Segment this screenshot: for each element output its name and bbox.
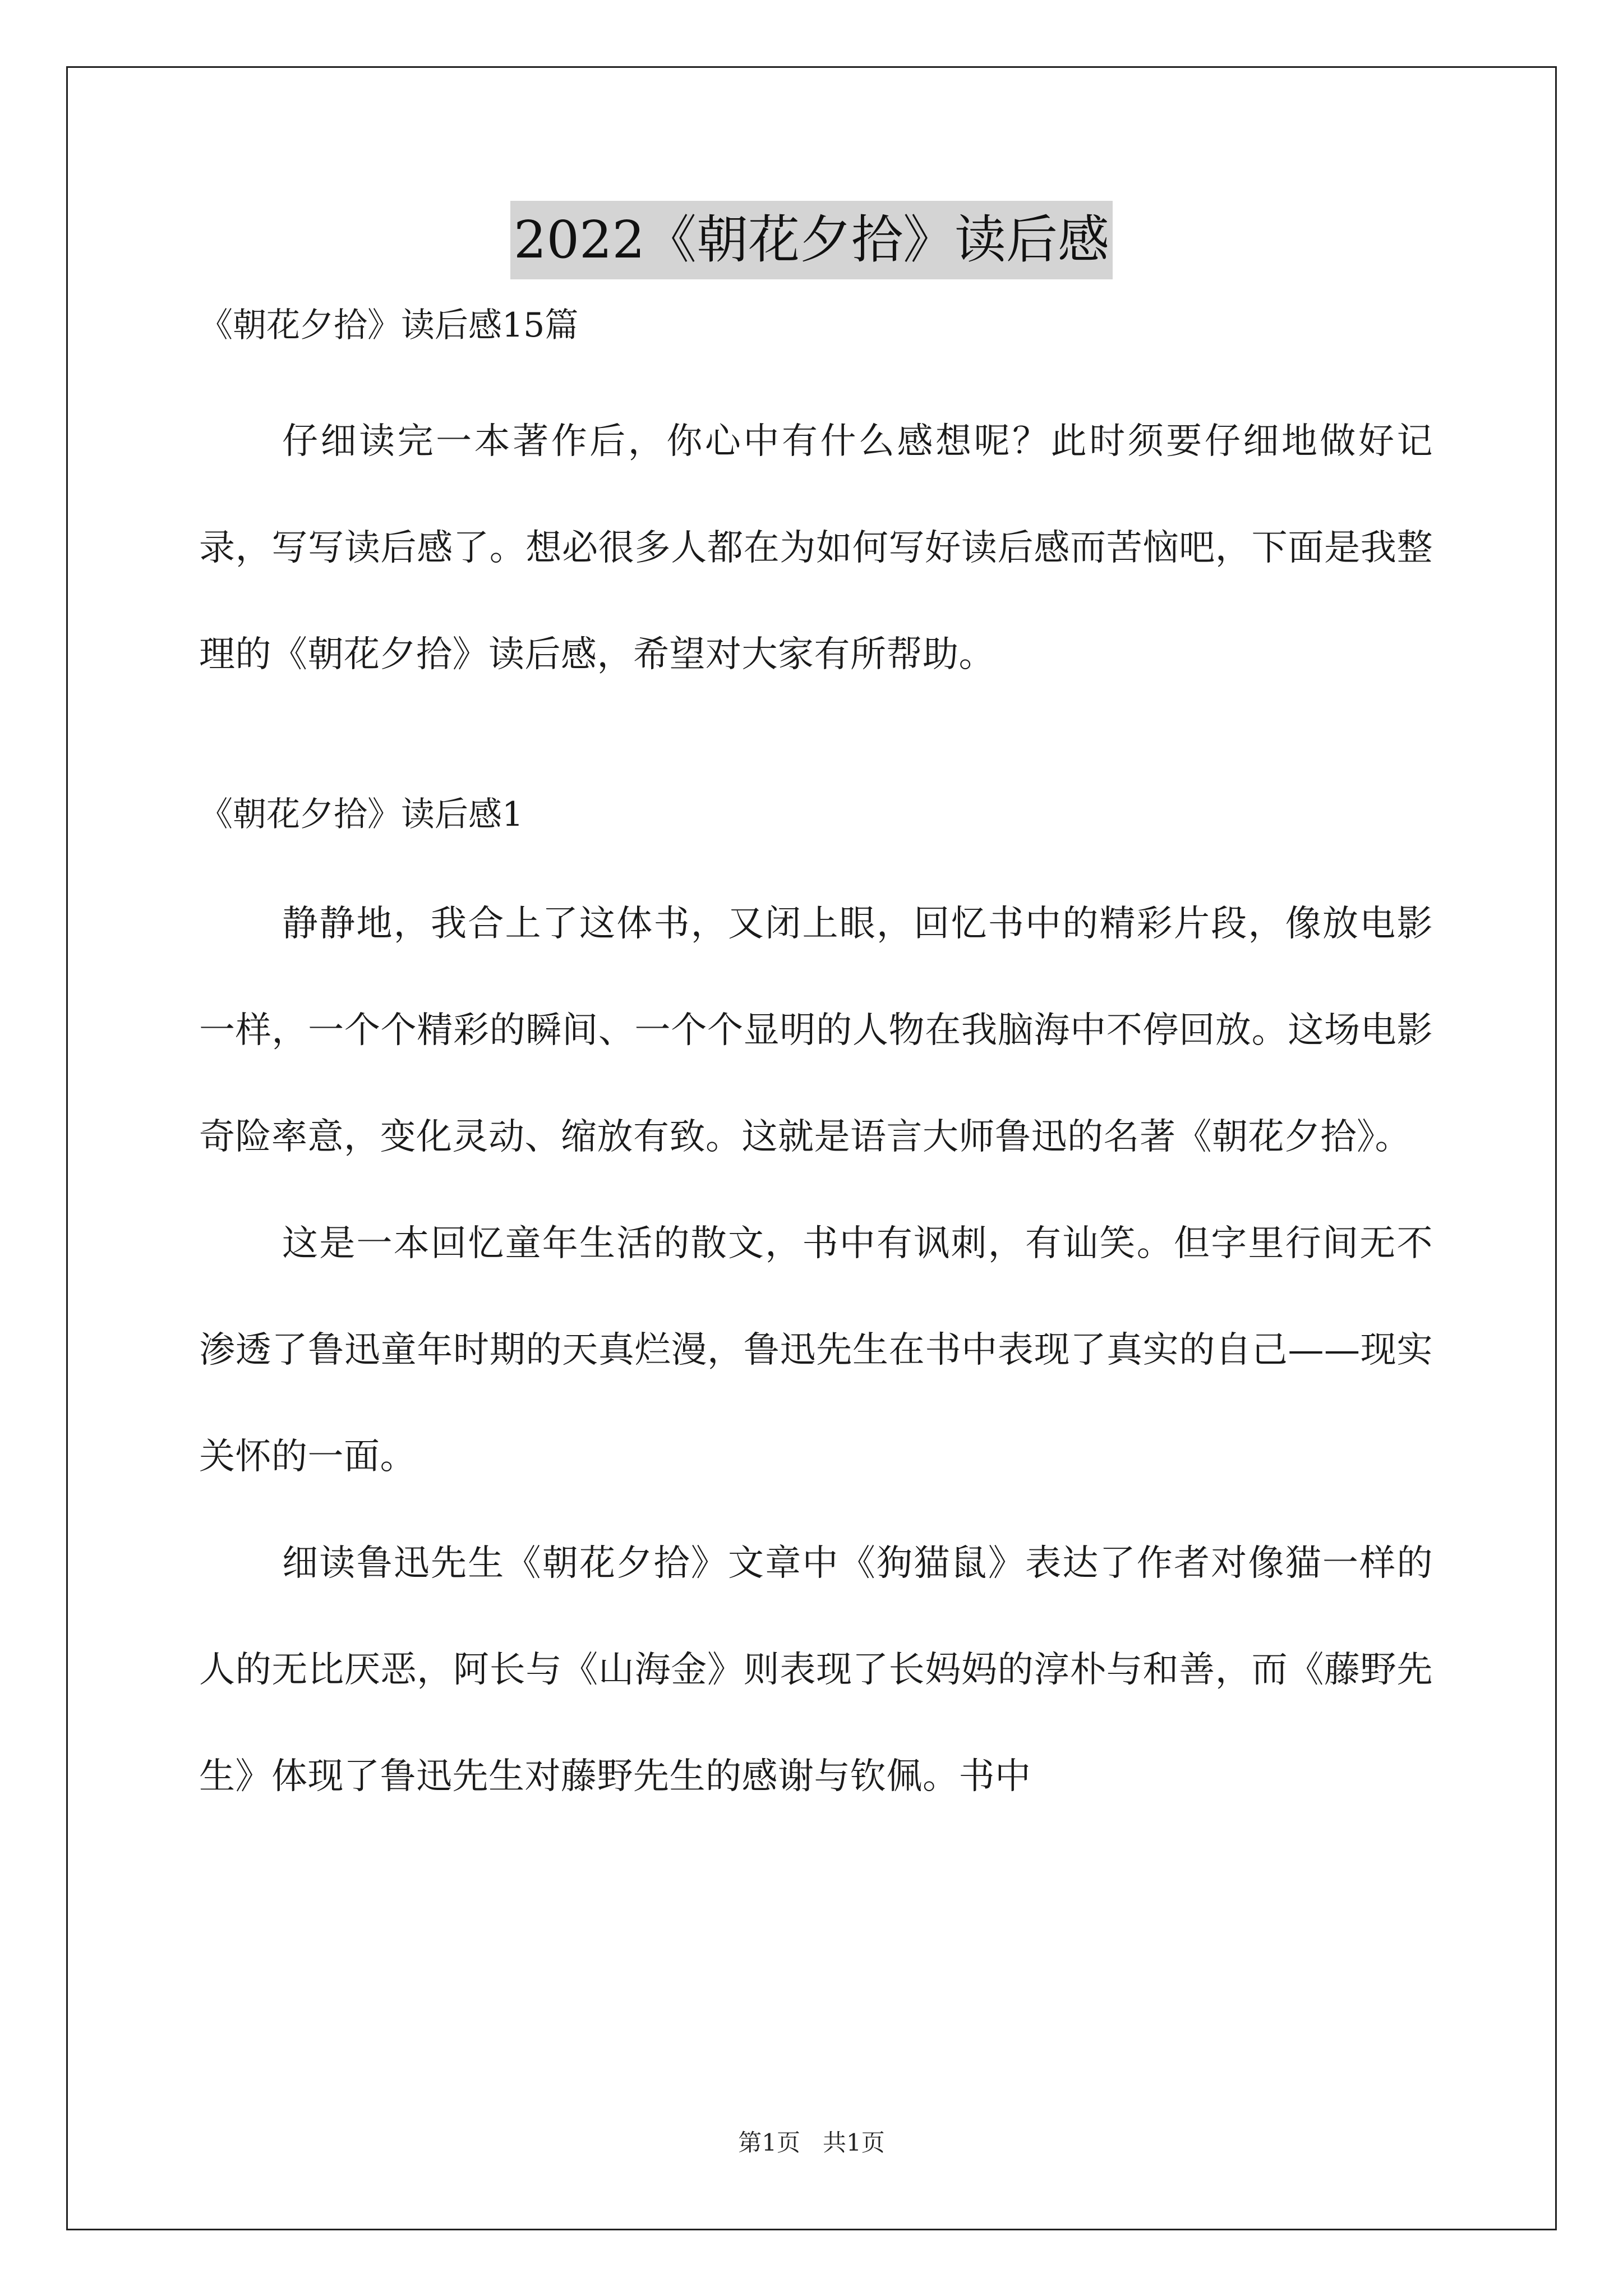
section-heading: 《朝花夕拾》读后感1: [199, 795, 524, 834]
document-title: 2022《朝花夕拾》读后感: [510, 201, 1113, 279]
intro-paragraph: 仔细读完一本著作后，你心中有什么感想呢？此时须要仔细地做好记录，写写读后感了。想必很多人都在为如何写好读后感而苦恼吧，下面是我整理的《朝花夕拾》读后感，希望对大家有所帮助。: [199, 421, 1433, 675]
document-subtitle: 《朝花夕拾》读后感15篇: [199, 306, 579, 345]
spacer: [199, 708, 1433, 792]
document-body: [199, 303, 1433, 1830]
spacer: [199, 837, 1433, 871]
body-paragraph: 细读鲁迅先生《朝花夕拾》文章中《狗猫鼠》表达了作者对像猫一样的人的无比厌恶，阿长与《山海金》则表现了长妈妈的淳朴与和善，而《藤野先生》体现了鲁迅先生对藤野先生的感谢与钦佩。书中: [199, 1543, 1433, 1797]
body-paragraph: 这是一本回忆童年生活的散文，书中有讽刺，有讪笑。但字里行间无不渗透了鲁迅童年时期的天真烂漫，鲁迅先生在书中表现了真实的自己——现实关怀的一面。: [199, 1223, 1433, 1478]
spacer: [199, 348, 1433, 388]
page-footer: 第1页 共1页: [738, 2129, 885, 2156]
body-paragraph: 静静地，我合上了这体书，又闭上眼，回忆书中的精彩片段，像放电影一样，一个个精彩的瞬间、一个个显明的人物在我脑海中不停回放。这场电影奇险率意，变化灵动、缩放有致。这就是语言大师鲁迅的名著《朝花夕拾》。: [199, 903, 1433, 1158]
title-container: [0, 201, 1623, 279]
